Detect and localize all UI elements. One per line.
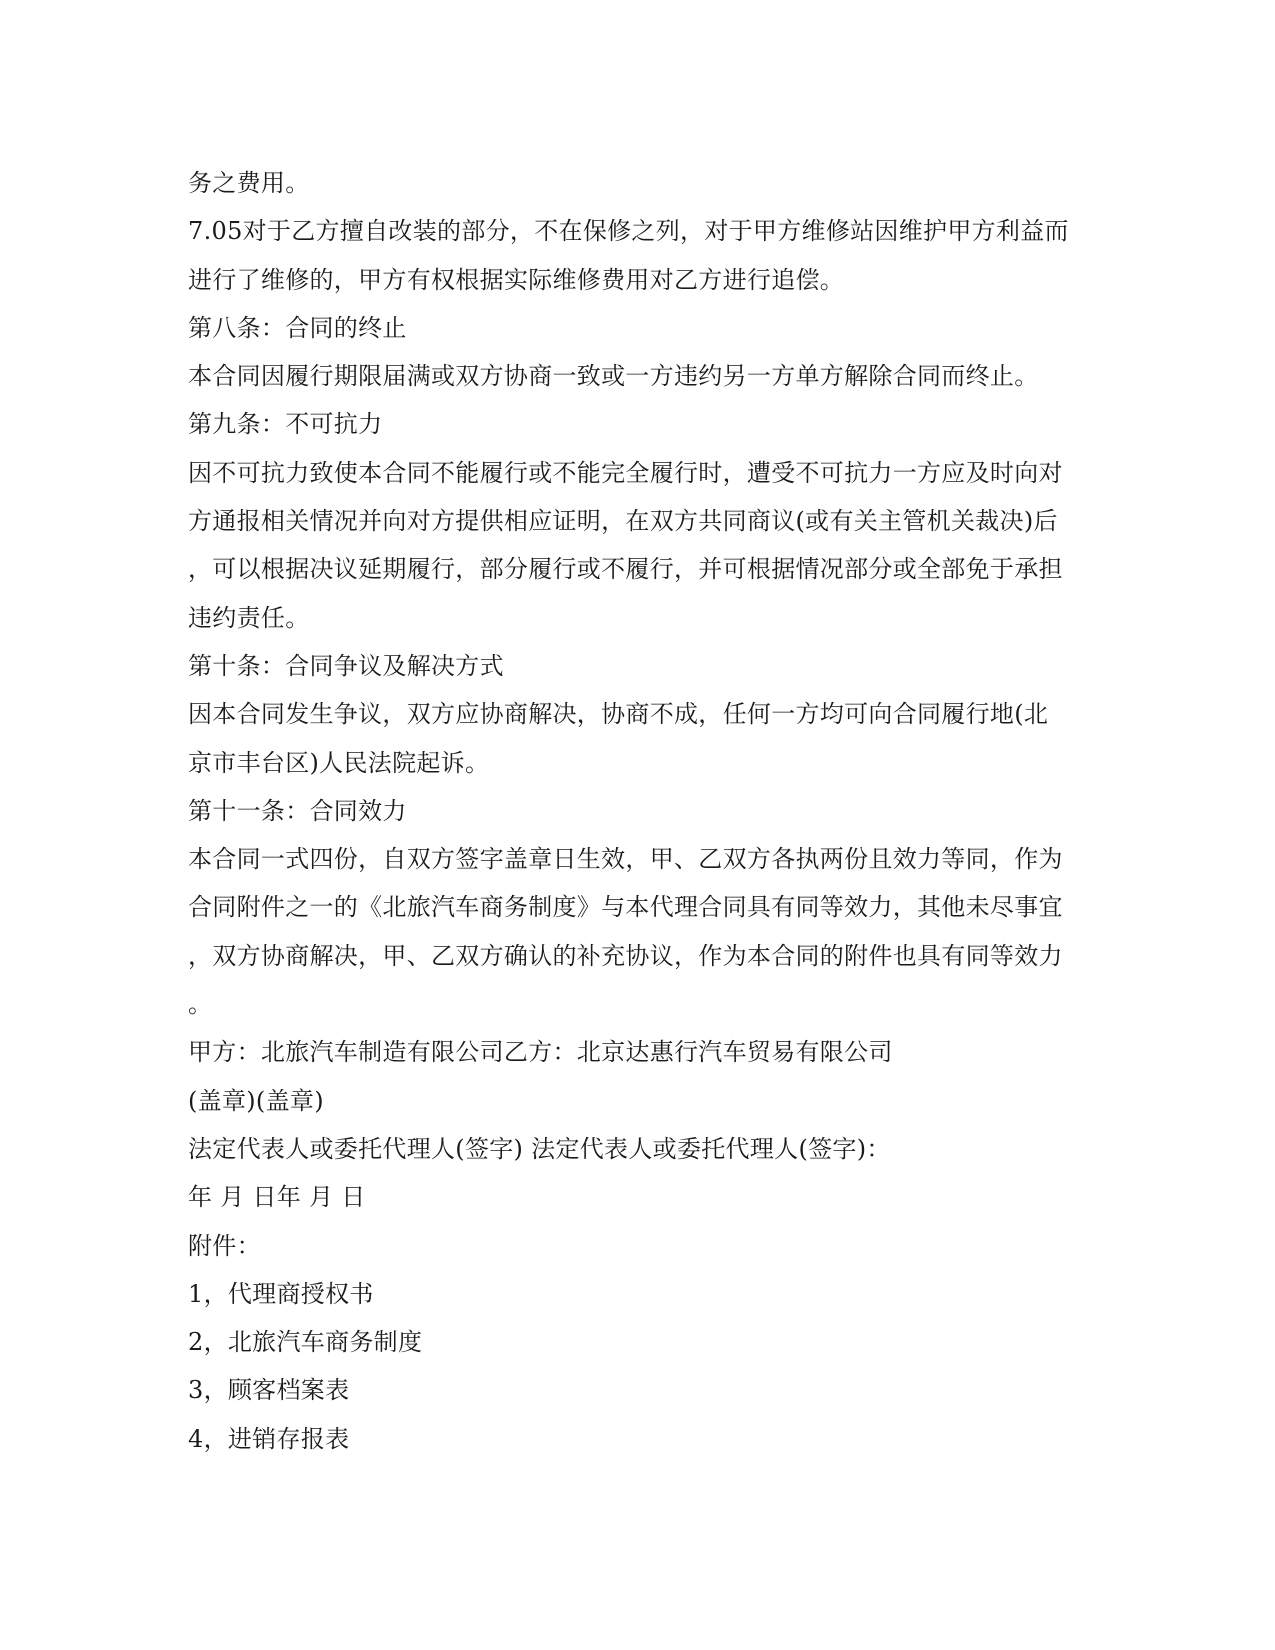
article-8-heading: 第八条：合同的终止 xyxy=(188,313,407,342)
attachment-item: 2，北旅汽车商务制度 xyxy=(188,1328,423,1357)
text-line: ，双方协商解决，甲、乙双方确认的补充协议，作为本合同的附件也具有同等效力 xyxy=(188,941,1063,970)
article-9-heading: 第九条：不可抗力 xyxy=(188,410,383,439)
text-line: 因本合同发生争议，双方应协商解决，协商不成，任何一方均可向合同履行地(北 xyxy=(188,700,1049,729)
text-line: ，可以根据决议延期履行，部分履行或不履行，并可根据情况部分或全部免于承担 xyxy=(188,555,1063,584)
text-line: 进行了维修的，甲方有权根据实际维修费用对乙方进行追偿。 xyxy=(188,265,845,294)
signature-line: 法定代表人或委托代理人(签字) 法定代表人或委托代理人(签字)： xyxy=(188,1134,891,1163)
text-line: 合同附件之一的《北旅汽车商务制度》与本代理合同具有同等效力，其他未尽事宜 xyxy=(188,893,1063,922)
parties-line: 甲方：北旅汽车制造有限公司乙方：北京达惠行汽车贸易有限公司 xyxy=(188,1038,893,1067)
document-body xyxy=(188,159,1093,1463)
seal-line: (盖章)(盖章) xyxy=(188,1086,324,1115)
article-11-heading: 第十一条：合同效力 xyxy=(188,796,407,825)
clause-7-05-line: 7.05对于乙方擅自改装的部分，不在保修之列，对于甲方维修站因维护甲方利益而 xyxy=(188,217,1069,246)
attachment-item: 1，代理商授权书 xyxy=(188,1279,374,1308)
text-line: 违约责任。 xyxy=(188,603,310,632)
date-line: 年 月 日年 月 日 xyxy=(188,1183,366,1212)
text-line: 。 xyxy=(188,990,213,1019)
attachment-item: 4，进销存报表 xyxy=(188,1424,350,1453)
text-line: 因不可抗力致使本合同不能履行或不能完全履行时，遭受不可抗力一方应及时向对 xyxy=(188,458,1063,487)
article-10-heading: 第十条：合同争议及解决方式 xyxy=(188,651,504,680)
attachments-heading: 附件： xyxy=(188,1231,261,1260)
text-line: 京市丰台区)人民法院起诉。 xyxy=(188,748,490,777)
text-line: 方通报相关情况并向对方提供相应证明，在双方共同商议(或有关主管机关裁决)后 xyxy=(188,507,1058,536)
text-line: 本合同一式四份，自双方签字盖章日生效，甲、乙双方各执两份且效力等同，作为 xyxy=(188,845,1063,874)
attachment-item: 3，顾客档案表 xyxy=(188,1376,350,1405)
text-line: 务之费用。 xyxy=(188,169,310,197)
text-line: 本合同因履行期限届满或双方协商一致或一方违约另一方单方解除合同而终止。 xyxy=(188,362,1039,391)
